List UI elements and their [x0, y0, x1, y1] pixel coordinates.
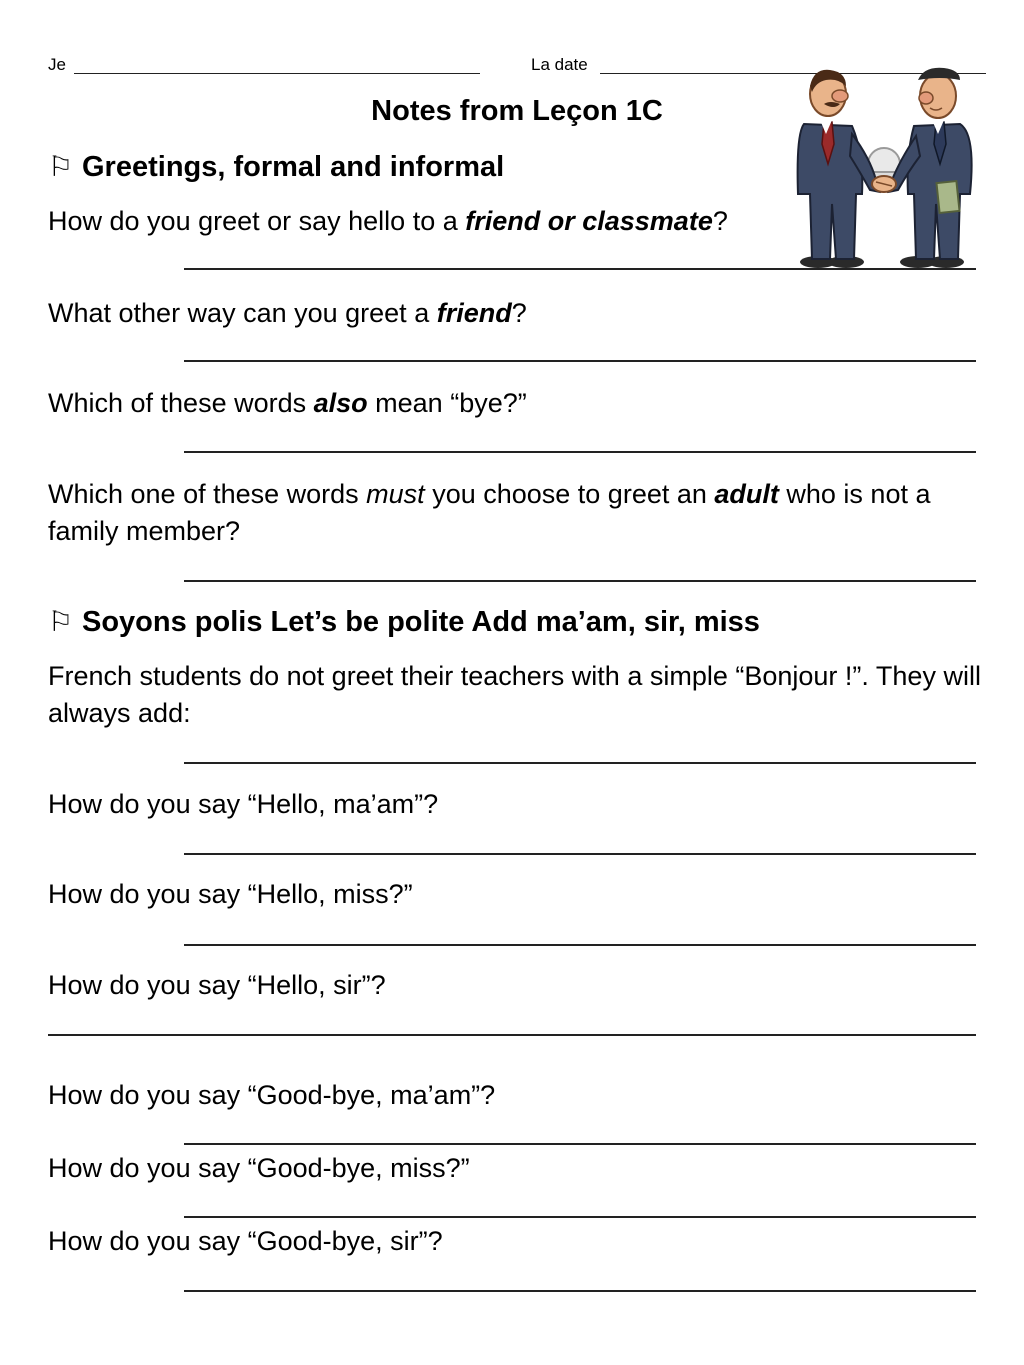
question-emphasis: friend or classmate [465, 206, 713, 236]
question-text-end: mean “bye?” [367, 388, 527, 418]
answer-line[interactable] [184, 944, 976, 946]
name-field[interactable] [74, 73, 480, 74]
answer-line[interactable] [184, 360, 976, 362]
question-text-end: ? [511, 298, 527, 328]
question-goodbye-maam: How do you say “Good-bye, ma’am”? [48, 1080, 496, 1110]
page-title: Notes from Leçon 1C [371, 95, 663, 127]
question-adult-greeting [48, 476, 988, 550]
hands-icon [872, 176, 896, 192]
question-goodbye-sir: How do you say “Good-bye, sir”? [48, 1226, 443, 1256]
question-emphasis: friend [436, 298, 512, 328]
answer-line[interactable] [184, 1216, 976, 1218]
left-man-icon [798, 70, 882, 268]
question-other-greeting [48, 295, 527, 332]
question-friend-greeting [48, 203, 728, 240]
answer-line[interactable] [184, 1290, 976, 1292]
right-man-icon [886, 68, 972, 268]
answer-line[interactable] [48, 1034, 976, 1036]
answer-line[interactable] [184, 580, 976, 582]
handshake-illustration-icon [790, 64, 986, 270]
answer-line[interactable] [184, 451, 976, 453]
question-hello-sir: How do you say “Hello, sir”? [48, 970, 386, 1000]
section-heading-text: Soyons polis Let’s be polite Add ma’am, sir, miss [82, 606, 760, 638]
answer-line[interactable] [184, 853, 976, 855]
question-text-end: ? [712, 206, 728, 236]
question-hello-miss: How do you say “Hello, miss?” [48, 879, 413, 909]
flag-icon: ⚐ [48, 151, 74, 182]
flag-icon: ⚐ [48, 606, 74, 637]
section-heading-polite [48, 605, 760, 639]
question-emphasis-2: adult [714, 479, 779, 509]
question-bye-words [48, 385, 527, 422]
question-goodbye-miss: How do you say “Good-bye, miss?” [48, 1153, 470, 1183]
section-heading-text: Greetings, formal and informal [82, 151, 505, 183]
question-text: Which one of these words [48, 479, 367, 509]
question-text: What other way can you greet a [48, 298, 437, 328]
polite-intro: French students do not greet their teachers with a simple “Bonjour !”. They will always add: [48, 661, 981, 728]
question-text-end: who is not a family member? [48, 479, 931, 546]
date-label: La date [531, 55, 588, 74]
section-heading-greetings [48, 150, 504, 184]
question-emphasis: must [366, 479, 425, 509]
question-text: Which of these words [48, 388, 314, 418]
question-emphasis: also [313, 388, 368, 418]
name-label: Je [48, 55, 66, 74]
question-text: How do you greet or say hello to a [48, 206, 466, 236]
answer-line[interactable] [184, 762, 976, 764]
question-hello-maam: How do you say “Hello, ma’am”? [48, 789, 439, 819]
answer-line[interactable] [184, 1143, 976, 1145]
question-text-middle: you choose to greet an [424, 479, 715, 509]
